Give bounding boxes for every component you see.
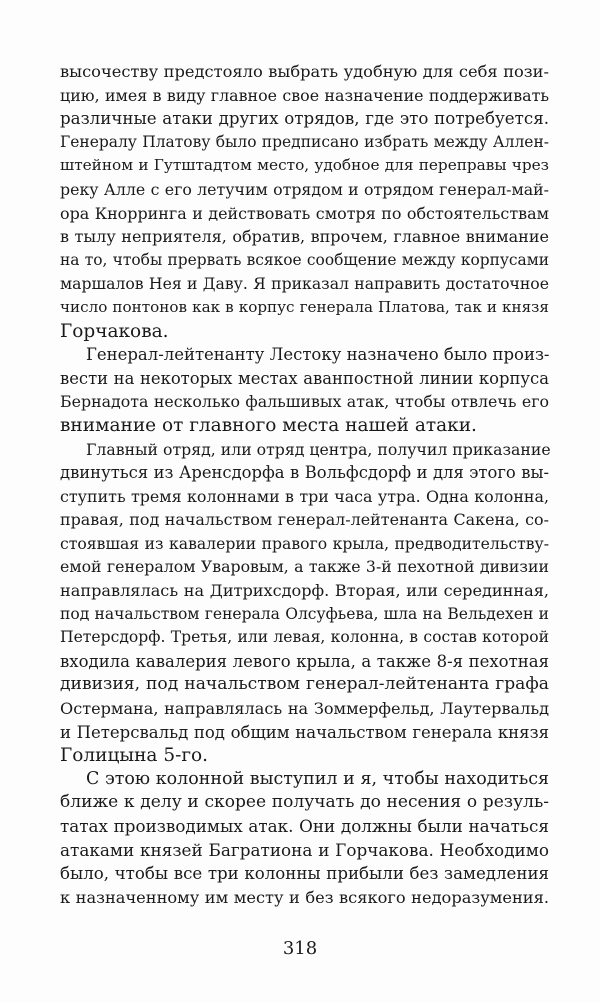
text-line: к назначенному им месту и без всякого недоразумения. (60, 887, 549, 907)
text-line: число понтонов как в корпус генерала Платова, так и князя (60, 297, 549, 316)
text-line: вести на некоторых местах аванпостной линии корпуса (60, 368, 549, 388)
text-line: входила кавалерия левого крыла, а также 8-я пехотная (60, 651, 549, 671)
text-line: ближе к делу и скорее получать до несения о резуль- (60, 792, 549, 813)
text-line: реку Алле с его летучим отрядом и отрядом генерал-май- (60, 179, 549, 199)
text-line: Остермана, направлялась на Зоммерфельд, Лаутервальд (60, 699, 549, 719)
text-line: емой генералом Уваровым, а также 3-й пехотной дивизии (60, 557, 549, 577)
text-line: цию, имея в виду главное свое назначение поддерживать (60, 85, 549, 105)
text-line: стоявшая из кавалерии правого крыла, предводительству- (60, 533, 549, 553)
text-line: Горчакова. (60, 320, 169, 342)
text-line: Петерсдорф. Третья, или левая, колонна, в состав которой (60, 628, 549, 647)
text-line: высочеству предстояло выбрать удобную для себя пози- (60, 62, 549, 81)
text-line: Бернадота несколько фальшивых атак, чтобы отвлечь его (60, 392, 549, 412)
text-line: маршалов Нея и Даву. Я приказал направить достаточное (60, 274, 549, 294)
text-line: было, чтобы все три колонны прибыли без замедления (60, 864, 549, 884)
text-line: направлялась на Дитрихсдорф. Вторая, или серединная, (60, 581, 549, 601)
text-line: под начальством генерала Олсуфьева, шла на Вельдехен и (60, 604, 549, 623)
text-line: внимание от главного места нашей атаки. (60, 414, 477, 436)
text-line: Генералу Платову было предписано избрать между Аллен- (60, 132, 549, 151)
text-line: Голицына 5-го. (60, 745, 209, 767)
text-line: штейном и Гутштадтом место, удобное для переправы чрез (60, 156, 549, 175)
text-line: дивизия, под начальством генерал-лейтенанта графа (60, 674, 549, 695)
text-line: Главный отряд, или отряд центра, получил приказание (86, 439, 551, 459)
text-line: и Петерсвальд под общим начальством генерала князя (60, 722, 549, 742)
text-line: двинуться из Аренсдорфа в Вольфсдорф и для этого вы- (60, 463, 549, 483)
text-line: ступить тремя колоннами в три часа утра. Одна колонна, (60, 486, 549, 506)
body-text (60, 60, 549, 909)
text-line: ора Кнорринга и действовать смотря по обстоятельствам (60, 203, 549, 223)
text-line: татах производимых атак. Они должны были начаться (60, 816, 549, 836)
text-line: С этою колонной выступил и я, чтобы находиться (86, 768, 549, 789)
text-line: правая, под начальством генерал-лейтенанта Сакена, со- (60, 510, 549, 530)
text-line: в тылу неприятеля, обратив, впрочем, главное внимание (60, 227, 549, 247)
page-number: 318 (282, 938, 318, 959)
text-line: атаками князей Багратиона и Горчакова. Необходимо (60, 839, 549, 860)
text-line: Генерал-лейтенанту Лестоку назначено было произ- (86, 345, 550, 365)
text-line: на то, чтобы прервать всякое сообщение между корпусами (60, 250, 549, 269)
text-line: различные атаки других отрядов, где это потребуется. (60, 109, 549, 129)
